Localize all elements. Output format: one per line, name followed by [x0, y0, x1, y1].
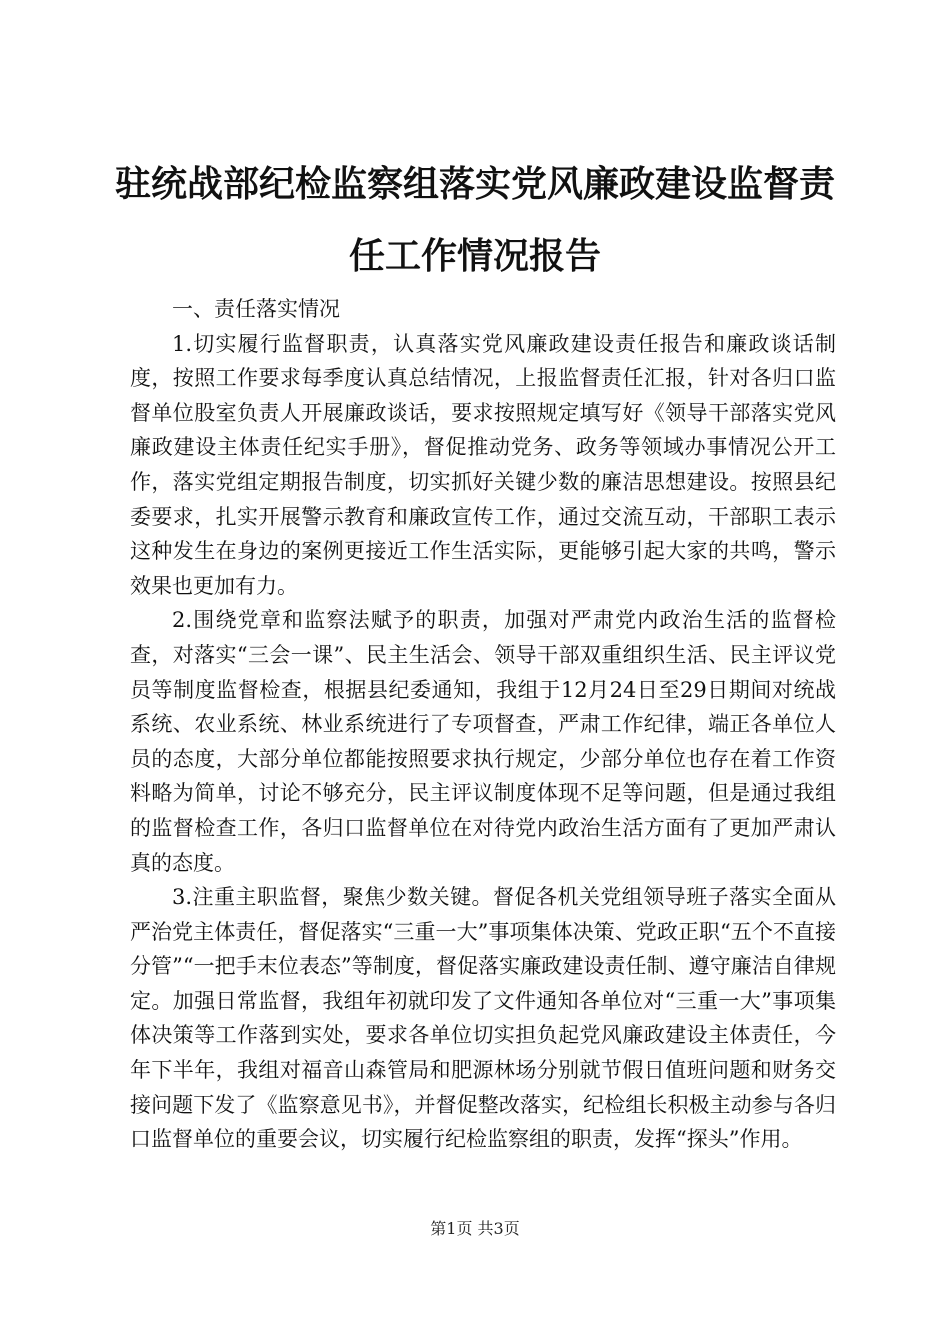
- paragraph-1: 1.切实履行监督职责，认真落实党风廉政建设责任报告和廉政谈话制度，按照工作要求每季度认真总结情况，上报监督责任汇报，针对各归口监督单位股室负责人开展廉政谈话，要求按照规定填写好《领导干部落实党风廉政建设主体责任纪实手册》，督促推动党务、政务等领域办事情况公开工作，落实党组定期报告制度，切实抓好关键少数的廉洁思想建设。按照县纪委要求，扎实开展警示教育和廉政宣传工作，通过交流互动，干部职工表示这种发生在身边的案例更接近工作生活实际，更能够引起大家的共鸣，警示效果也更加有力。: [130, 331, 836, 598]
- paragraph-3: 3.注重主职监督，聚焦少数关键。督促各机关党组领导班子落实全面从严治党主体责任，督促落实“三重一大”事项集体决策、党政正职“五个不直接分管”“一把手末位表态”等制度，督促落实廉政建设责任制、遵守廉洁自律规定。加强日常监督，我组年初就印发了文件通知各单位对“三重一大”事项集体决策等工作落到实处，要求各单位切实担负起党风廉政建设主体责任，今年下半年，我组对福音山森管局和肥源林场分别就节假日值班问题和财务交接问题下发了《监察意见书》，并督促整改落实，纪检组长积极主动参与各归口监督单位的重要会议，切实履行纪检监察组的职责，发挥“探头”作用。: [130, 885, 836, 1152]
- document-body: [130, 292, 836, 1157]
- page-number: 第1页 共3页: [430, 1219, 520, 1238]
- title-line-2: 任工作情况报告: [348, 235, 601, 277]
- section-heading: 一、责任落实情况: [172, 297, 340, 321]
- document-title: [110, 148, 840, 292]
- page-footer: [0, 1216, 950, 1239]
- paragraph-2: 2.围绕党章和监察法赋予的职责，加强对严肃党内政治生活的监督检查，对落实“三会一课”、民主生活会、领导干部双重组织生活、民主评议党员等制度监督检查，根据县纪委通知，我组于12月24日至29日期间对统战系统、农业系统、林业系统进行了专项督查，严肃工作纪律，端正各单位人员的态度，大部分单位都能按照要求执行规定，少部分单位也存在着工作资料略为简单，讨论不够充分，民主评议制度体现不足等问题，但是通过我组的监督检查工作，各归口监督单位在对待党内政治生活方面有了更加严肃认真的态度。: [130, 608, 836, 875]
- title-line-1: 驻统战部纪检监察组落实党风廉政建设监督责: [114, 163, 835, 205]
